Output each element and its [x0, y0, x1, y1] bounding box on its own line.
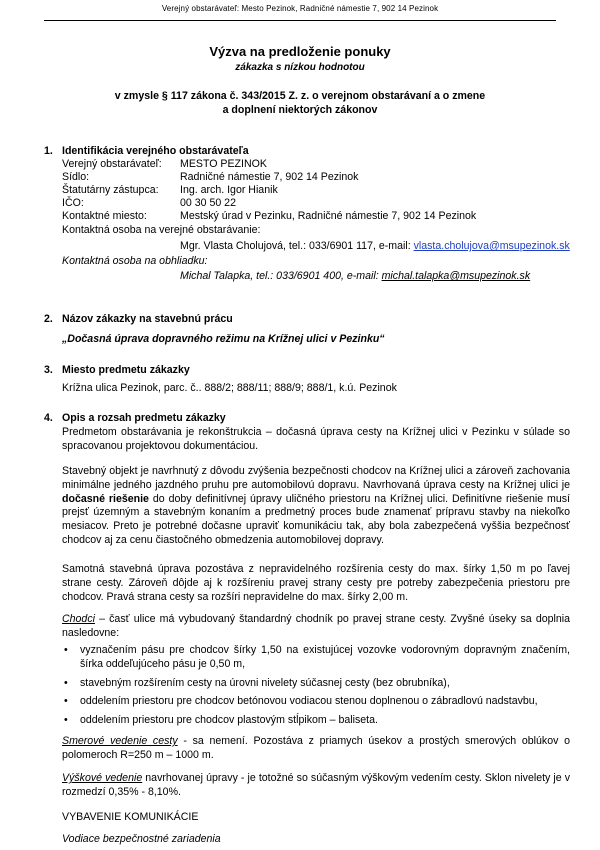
- label-seat: Sídlo:: [62, 171, 90, 183]
- section-3-title: Miesto predmetu zákazky: [62, 364, 190, 376]
- section-3-number: 3.: [44, 364, 53, 376]
- safety-devices-heading: Vodiace bezpečnostné zariadenia: [62, 833, 221, 845]
- inspection-contact-email[interactable]: michal.talapka@msupezinok.sk: [381, 270, 531, 282]
- label-authority: Verejný obstarávateľ:: [62, 158, 162, 170]
- header-rule: [44, 20, 556, 21]
- label-procurement-contact: Kontaktná osoba na verejné obstarávanie:: [62, 224, 261, 236]
- measures-list: [62, 644, 570, 733]
- page-header: Verejný obstarávateľ: Mesto Pezinok, Radničné námestie 7, 902 14 Pezinok: [161, 4, 439, 13]
- legal-basis: [0, 90, 600, 118]
- section-4-title: Opis a rozsah predmetu zákazky: [62, 412, 226, 424]
- bullet-icon: •: [64, 644, 68, 656]
- term-elevation: Výškové vedenie: [62, 772, 143, 784]
- list-item: • oddelením priestoru pre chodcov betónovou vodiacou stenou doplnenou o zábradlovú nadstavbu,: [64, 695, 538, 708]
- bullet-icon: •: [64, 676, 68, 689]
- paragraph-description: [62, 465, 570, 548]
- value-contact-place: Mestský úrad v Pezinku, Radničné námestie 7, 902 14 Pezinok: [180, 210, 477, 222]
- paragraph-pedestrians: [62, 613, 570, 641]
- paragraph-construction: Samotná stavebná úprava pozostáva z nepravidelného rozšírenia cesty do max. šírky 1,50 m po ľavej strane cesty. Zároveň dôjde aj k rozšíreniu pravej strany cesty pre potreby zabezpečenia priestoru pre chodcov. Pravá strana cesty sa rozšíri nepravidelne do max. šírky 2,00 m.: [62, 563, 570, 603]
- bullet-icon: •: [64, 714, 68, 727]
- inspection-contact: [180, 270, 530, 284]
- paragraph-subject: Predmetom obstarávania je rekonštrukcia – dočasná úprava cesty na Krížnej ulici v Pezinku v súlade so spracovanou projektovou dokumentáciou.: [62, 426, 570, 452]
- label-representative: Štatutárny zástupca:: [62, 184, 159, 196]
- bullet-icon: •: [64, 695, 68, 708]
- section-1-number: 1.: [44, 145, 53, 157]
- value-authority: MESTO PEZINOK: [180, 158, 267, 170]
- contract-location: Krížna ulica Pezinok, parc. č.. 888/2; 888/11; 888/9; 888/1, k.ú. Pezinok: [62, 382, 397, 394]
- document-title: Výzva na predloženie ponuky: [209, 44, 391, 59]
- document-subtitle: zákazka s nízkou hodnotou: [235, 62, 365, 73]
- paragraph-description-a: Stavebný objekt je navrhnutý z dôvodu zvýšenia bezpečnosti chodcov na Krížnej ulici a zároveň zachovania minimálne jedného jazdného pruhu pre automobilovú dopravu. Navrhovaná úprava cesty na Krížnej ulici je: [62, 465, 570, 491]
- list-item: • stavebným rozšírením cesty na úrovni nivelety súčasnej cesty (bez obrubníka),: [64, 676, 450, 689]
- paragraph-description-bold: dočasné riešenie: [62, 492, 149, 505]
- section-1-title: Identifikácia verejného obstarávateľa: [62, 145, 249, 157]
- paragraph-pedestrians-text: – časť ulice má vybudovaný štandardný chodník po pravej strane cesty. Zvyšné úseky sa doplnia nasledovne:: [62, 613, 570, 639]
- list-item: • vyznačením pásu pre chodcov šírky 1,50 na existujúcej vozovke vodorovným dopravným značením, šírka oddeľujúceho pásu je 0,50 m,: [64, 644, 570, 670]
- value-ico: 00 30 50 22: [180, 197, 236, 209]
- paragraph-elevation-text: navrhovanej úpravy - je totožné so súčasným výškovým vedením cesty. Sklon nivelety je v rozmedzí 0,35% - 8,10%.: [62, 772, 571, 798]
- label-contact-place: Kontaktné miesto:: [62, 210, 147, 222]
- section-2-title: Názov zákazky na stavebnú prácu: [62, 313, 233, 325]
- label-inspection-contact: Kontaktná osoba na obhliadku:: [62, 255, 208, 267]
- term-pedestrians: Chodci: [62, 613, 95, 625]
- label-ico: IČO:: [62, 197, 84, 209]
- paragraph-alignment: [62, 735, 570, 763]
- legal-line-1: v zmysle § 117 zákona č. 343/2015 Z. z. o verejnom obstarávaní a o zmene: [114, 90, 486, 102]
- inspection-contact-text: Michal Talapka, tel.: 033/6901 400, e-mail:: [180, 270, 382, 282]
- term-alignment: Smerové vedenie cesty: [62, 735, 178, 747]
- section-4-number: 4.: [44, 412, 53, 424]
- legal-line-2: a doplnení niektorých zákonov: [222, 103, 378, 116]
- procurement-contact-text: Mgr. Vlasta Cholujová, tel.: 033/6901 117, e-mail:: [180, 240, 414, 252]
- value-representative: Ing. arch. Igor Hianik: [180, 184, 278, 196]
- procurement-contact-email[interactable]: vlasta.cholujova@msupezinok.sk: [413, 240, 570, 252]
- paragraph-description-c: do doby definitívnej úpravy uličného priestoru na Krížnej ulici. Definitívne riešenie musí prejsť územným a stavebným konaním a predmetný proces bude znamenať prípravu stavby na niekoľko mesiacov. Preto je potrebné dočasne upraviť komunikáciu tak, aby bola zabezpečená vyššia bezpečnosť chodcov aj za cenu čiastočného obmedzenia automobilovej dopravy.: [62, 492, 570, 546]
- road-equipment-heading: VYBAVENIE KOMUNIKÁCIE: [62, 811, 199, 823]
- paragraph-elevation: [62, 772, 570, 800]
- procurement-contact: [180, 240, 570, 254]
- value-seat: Radničné námestie 7, 902 14 Pezinok: [180, 171, 359, 183]
- paragraph-alignment-text: - sa nemení. Pozostáva z priamych úsekov a prostých smerových oblúkov o polomeroch R=250 m – 1000 m.: [62, 735, 570, 761]
- section-2-number: 2.: [44, 313, 53, 325]
- list-item: • oddelením priestoru pre chodcov plastovým stĺpikom – baliseta.: [64, 714, 378, 727]
- contract-name: „Dočasná úprava dopravného režimu na Krížnej ulici v Pezinku“: [62, 333, 385, 345]
